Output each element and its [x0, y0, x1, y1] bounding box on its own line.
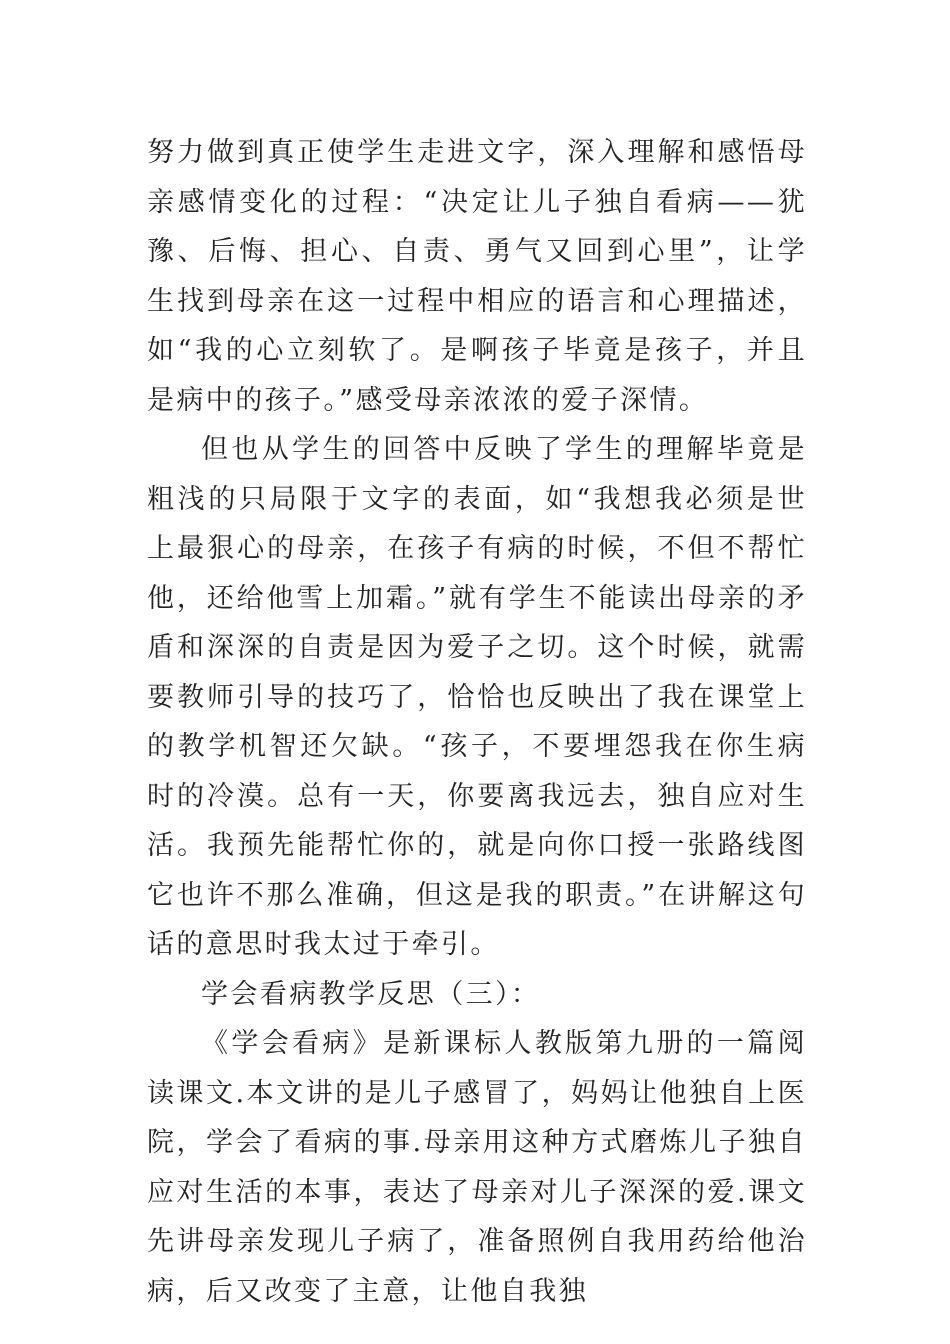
document-body: [147, 128, 807, 1316]
paragraph-intro: 《学会看病》是新课标人教版第九册的一篇阅读课文.本文讲的是儿子感冒了，妈妈让他独自上医院，学会了看病的事.母亲用这种方式磨炼儿子独自应对生活的本事，表达了母亲对儿子深深的爱.课文先讲母亲发现儿子病了，准备照例自我用药给他治病，后又改变了主意，让他自我独: [147, 1028, 807, 1307]
section-heading: 学会看病教学反思（三）：: [201, 978, 541, 1010]
paragraph-reflection: 但也从学生的回答中反映了学生的理解毕竟是粗浅的只局限于文字的表面，如“我想我必须是世上最狠心的母亲，在孩子有病的时候，不但不帮忙他，还给他雪上加霜。”就有学生不能读出母亲的矛盾和深深的自责是因为爱子之切。这个时候，就需要教师引导的技巧了，恰恰也反映出了我在课堂上的教学机智还欠缺。“孩子，不要埋怨我在你生病时的冷漠。总有一天，你要离我远去，独自应对生活。我预先能帮忙你的，就是向你口授一张路线图它也许不那么准确，但这是我的职责。”在讲解这句话的意思时我太过于牵引。: [147, 434, 807, 960]
paragraph-continuation: 努力做到真正使学生走进文字，深入理解和感悟母亲感情变化的过程：“决定让儿子独自看病——犹豫、后悔、担心、自责、勇气又回到心里”，让学生找到母亲在这一过程中相应的语言和心理描述，如“我的心立刻软了。是啊孩子毕竟是孩子，并且是病中的孩子。”感受母亲浓浓的爱子深情。: [147, 137, 807, 416]
